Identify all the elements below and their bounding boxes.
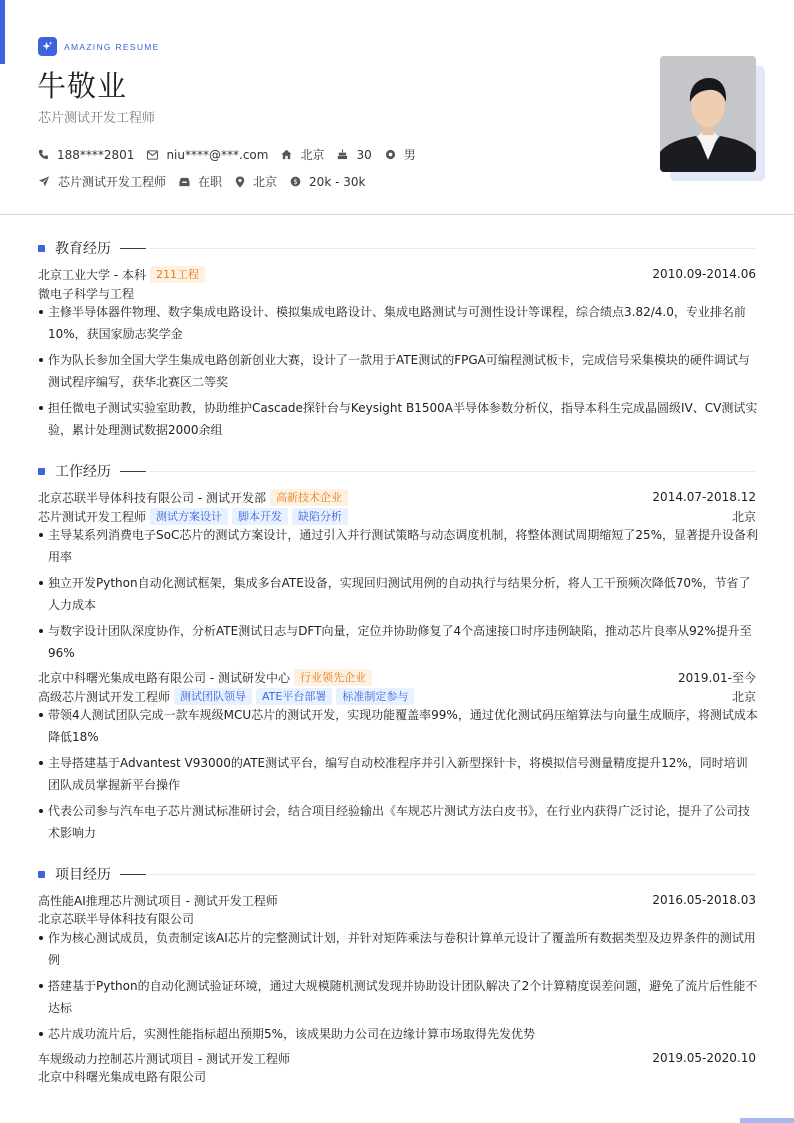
location-text: 北京 [253, 175, 278, 189]
skill-tag: 标准制定参与 [336, 688, 414, 705]
list-item: 代表公司参与汽车电子芯片测试标准研讨会，结合项目经验输出《车规芯片测试方法白皮书》，在行业内获得广泛讨论，提升了公司技术影响力 [38, 800, 758, 844]
school-name: 北京工业大学 - 本科 [38, 267, 146, 282]
section-bullet-icon [38, 871, 45, 878]
section-rule [120, 248, 146, 249]
candidate-title: 芯片测试开发工程师 [38, 111, 156, 126]
projects-section-title [38, 864, 756, 884]
list-item: 芯片成功流片后，实测性能指标超出预期5%，该成果助力公司在边缘计算市场取得先发优势 [38, 1023, 758, 1045]
job-period: 2014.07-2018.12 [652, 490, 756, 504]
skill-tag: 缺陷分析 [292, 508, 348, 525]
list-item: 与数字设计团队深度协作，分析ATE测试日志与DFT向量，定位并协助修复了4个高速接口时序违例缺陷，推动芯片良率从92%提升至96% [38, 620, 758, 664]
brand [38, 37, 160, 56]
age-text: 30 [356, 147, 372, 162]
education-entry-header [38, 265, 756, 283]
gender-icon [385, 149, 396, 160]
sparkle-icon [38, 37, 57, 56]
brand-text: AMAZING RESUME [64, 41, 160, 52]
contact-row [38, 146, 429, 163]
job-1-role-row [38, 507, 756, 525]
section-bullet-icon [38, 468, 45, 475]
hometown-info [281, 146, 324, 163]
target-position-info [38, 173, 166, 190]
list-item: 带领4人测试团队完成一款车规级MCU芯片的测试开发，实现功能覆盖率99%，通过优化测试码压缩算法与向量生成顺序，将测试成本降低18% [38, 704, 758, 748]
job-intent-row [38, 173, 378, 190]
section-divider [150, 874, 756, 875]
education-major-row [38, 284, 756, 302]
section-heading: 工作经历 [55, 464, 111, 480]
email-text: niu****@***.com [166, 147, 269, 162]
salary-text: 20k - 30k [309, 174, 366, 189]
list-item: 担任微电子测试实验室助教，协助维护Cascade探针台与Keysight B1500A半导体参数分析仪，指导本科生完成晶圆级IV、CV测试实验，累计处理测试数据2000余组 [38, 397, 758, 441]
job-2-bullets [38, 704, 758, 848]
target-position-text: 芯片测试开发工程师 [58, 175, 167, 189]
project-name: 车规级动力控制芯片测试项目 - 测试开发工程师 [38, 1051, 290, 1066]
phone-text: 188****2801 [57, 147, 135, 162]
project-1-header [38, 891, 756, 909]
job-2-role-row [38, 687, 756, 705]
skill-tag: 测试方案设计 [150, 508, 228, 525]
job-city: 北京 [731, 509, 756, 524]
list-item: 搭建基于Python的自动化测试验证环境，通过大规模随机测试发现并协助设计团队解决了2个计算精度误差问题，避免了流片后性能不达标 [38, 975, 758, 1019]
section-divider [150, 248, 756, 249]
company-name: 北京中科曙光集成电路有限公司 - 测试研发中心 [38, 670, 290, 685]
hometown-text: 北京 [300, 148, 325, 162]
education-bullets [38, 301, 758, 445]
job-city: 北京 [731, 689, 756, 704]
map-pin-icon [235, 176, 245, 188]
job-1-bullets [38, 524, 758, 668]
project-1-bullets [38, 927, 758, 1049]
profile-photo [660, 56, 756, 172]
gender-info [385, 146, 416, 163]
list-item: 作为核心测试成员，负责制定该AI芯片的完整测试计划，并针对矩阵乘法与卷积计算单元设计了覆盖所有数据类型及边界条件的测试用例 [38, 927, 758, 971]
skill-tag: 测试团队领导 [174, 688, 252, 705]
section-heading: 项目经历 [55, 867, 111, 883]
status-info [179, 173, 222, 190]
work-section-title [38, 461, 756, 481]
education-section-title [38, 238, 756, 258]
job-2-header [38, 668, 756, 686]
major-name: 微电子科学与工程 [38, 286, 135, 301]
email-info [147, 148, 268, 162]
mail-icon [147, 150, 158, 160]
list-item: 主修半导体器件物理、数字集成电路设计、模拟集成电路设计、集成电路测试与可测性设计等课程，综合绩点3.82/4.0，专业排名前10%，获国家励志奖学金 [38, 301, 758, 345]
job-period: 2019.01-至今 [678, 670, 756, 685]
status-text: 在职 [198, 175, 223, 189]
section-heading: 教育经历 [55, 241, 111, 257]
company-tag: 高新技术企业 [270, 489, 348, 506]
candidate-name: 牛敬业 [37, 69, 128, 103]
list-item: 主导某系列消费电子SoC芯片的测试方案设计，通过引入并行测试策略与动态调度机制，将整体测试周期缩短了25%，显著提升设备利用率 [38, 524, 758, 568]
section-rule [120, 874, 146, 875]
school-tag: 211工程 [150, 266, 205, 283]
gender-text: 男 [403, 148, 416, 162]
project-2-header [38, 1049, 756, 1067]
skill-tag: ATE平台部署 [256, 688, 332, 705]
list-item: 作为队长参加全国大学生集成电路创新创业大赛，设计了一款用于ATE测试的FPGA可编程测试板卡，完成信号采集模块的硬件调试与测试程序编写，获华北赛区二等奖 [38, 349, 758, 393]
project-company: 北京芯联半导体科技有限公司 [38, 911, 195, 926]
skill-tag: 脚本开发 [232, 508, 288, 525]
company-tag: 行业领先企业 [294, 669, 372, 686]
location-info [235, 173, 277, 190]
education-period: 2010.09-2014.06 [652, 267, 756, 281]
project-1-company-row [38, 909, 756, 927]
send-icon [38, 176, 50, 187]
section-bullet-icon [38, 245, 45, 252]
project-company: 北京中科曙光集成电路有限公司 [38, 1069, 207, 1084]
company-name: 北京芯联半导体科技有限公司 - 测试开发部 [38, 490, 266, 505]
salary-info [290, 175, 365, 189]
inbox-icon [179, 177, 190, 187]
section-divider [150, 471, 756, 472]
home-icon [281, 149, 292, 160]
coin-icon [290, 176, 301, 187]
list-item: 独立开发Python自动化测试框架，集成多台ATE设备，实现回归测试用例的自动执行与结果分析，将人工干预频次降低70%，节省了人力成本 [38, 572, 758, 616]
project-period: 2016.05-2018.03 [652, 893, 756, 907]
job-role: 芯片测试开发工程师 [38, 509, 147, 524]
age-info [337, 148, 371, 162]
phone-info [38, 148, 134, 162]
project-2-company-row [38, 1067, 756, 1085]
section-rule [120, 471, 146, 472]
phone-icon [38, 149, 49, 160]
project-period: 2019.05-2020.10 [652, 1051, 756, 1065]
job-1-header [38, 488, 756, 506]
project-name: 高性能AI推理芯片测试项目 - 测试开发工程师 [38, 893, 278, 908]
resume-header [0, 0, 794, 215]
job-role: 高级芯片测试开发工程师 [38, 689, 171, 704]
cake-icon [337, 149, 348, 160]
svg-text:$: $ [293, 177, 298, 186]
bottom-accent-bar [740, 1118, 794, 1123]
list-item: 主导搭建基于Advantest V93000的ATE测试平台，编写自动校准程序并引入新型探针卡，将模拟信号测量精度提升12%，同时培训团队成员掌握新平台操作 [38, 752, 758, 796]
